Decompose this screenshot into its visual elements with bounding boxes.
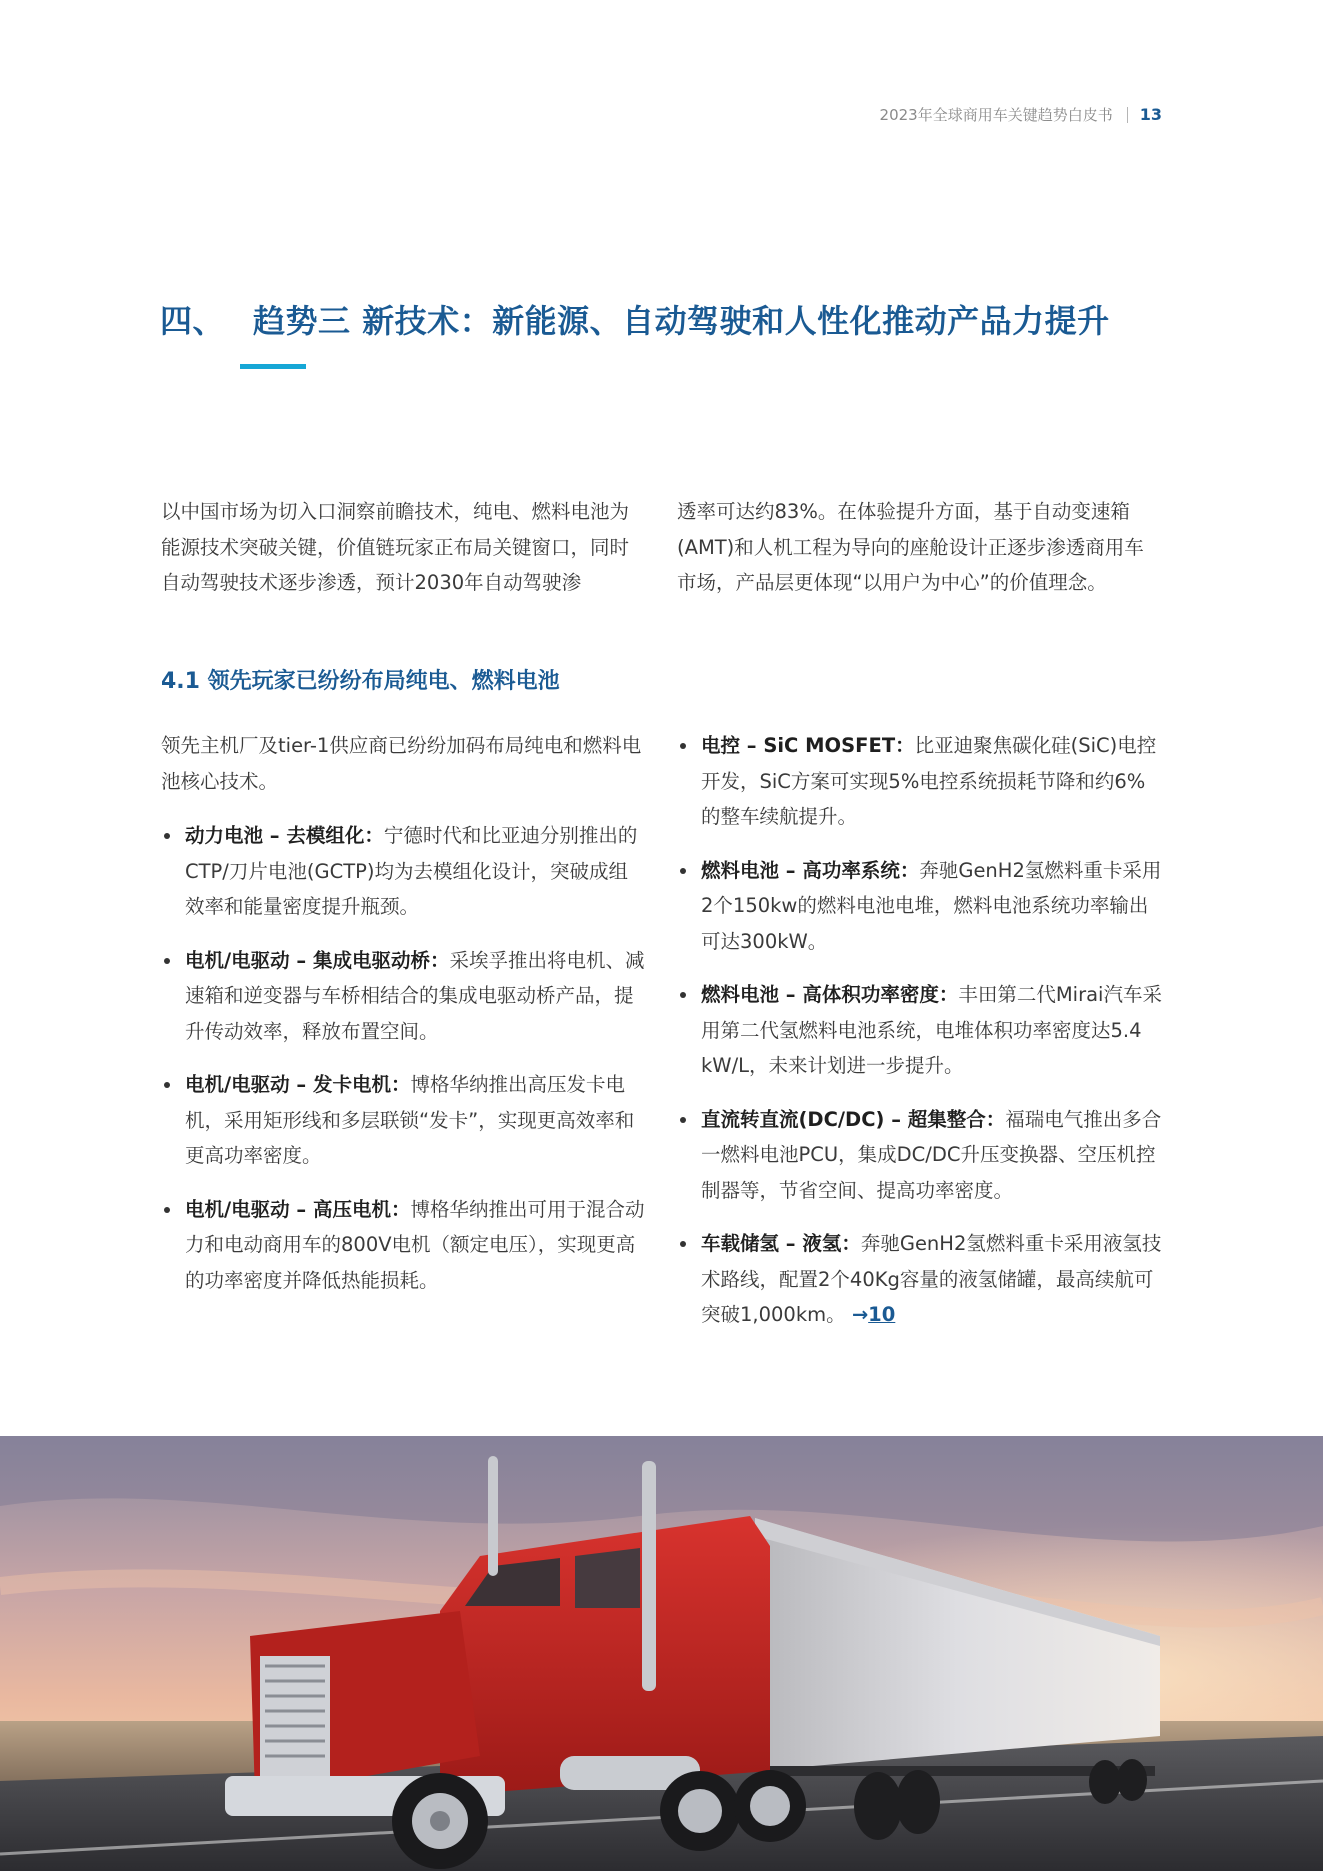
title-underline [240, 364, 306, 369]
bullet-dot [164, 1207, 170, 1213]
bullet-text: 宁德时代和比亚迪分别推出的CTP/刀片电池(GCTP)均为去模组化设计，突破成组效率和能量密度提升瓶颈。 [185, 824, 638, 918]
bullet-dot [164, 1082, 170, 1088]
bullet-list-left [161, 818, 647, 1316]
list-item [161, 1067, 647, 1174]
list-item [677, 977, 1163, 1084]
bullet-term: 电机/电驱动 – 高压电机： [185, 1197, 411, 1221]
lead-paragraph: 领先主机厂及tier-1供应商已纷纷加码布局纯电和燃料电池核心技术。 [161, 734, 642, 793]
bullet-term: 电控 – SiC MOSFET： [701, 734, 915, 757]
bullet-text: 福瑞电气推出多合一燃料电池PCU，集成DC/DC升压变换器、空压机控制器等，节省空间、提高功率密度。 [701, 1107, 1162, 1202]
list-item [677, 1226, 1163, 1333]
intro-left: 以中国市场为切入口洞察前瞻技术，纯电、燃料电池为能源技术突破关键，价值链玩家正布局关键窗口，同时自动驾驶技术逐步渗透，预计2030年自动驾驶渗 [161, 500, 630, 594]
bullet-text: 比亚迪聚焦碳化硅(SiC)电控开发，SiC方案可实现5%电控系统损耗节降和约6%的整车续航提升。 [701, 734, 1157, 828]
bullet-dot [164, 833, 170, 839]
bullet-term: 车载储氢 – 液氢： [701, 1232, 861, 1255]
bullet-dot [680, 743, 686, 749]
list-item [677, 1102, 1163, 1209]
bullet-text: 博格华纳推出高压发卡电机，采用矩形线和多层联锁“发卡”，实现更高效率和更高功率密度。 [185, 1073, 635, 1167]
list-item [161, 818, 647, 925]
list-item [161, 1192, 647, 1299]
list-item [677, 853, 1163, 960]
bullet-dot [680, 1117, 686, 1123]
section-title [160, 296, 1110, 342]
page-number: 13 [1139, 105, 1162, 124]
subsection-title: 4.1 领先玩家已纷纷布局纯电、燃料电池 [161, 669, 560, 694]
doc-title: 2023年全球商用车关键趋势白皮书 [879, 106, 1113, 124]
bullet-dot [680, 1241, 686, 1247]
bullet-text: 奔驰GenH2氢燃料重卡采用液氢技术路线，配置2个40Kg容量的液氢储罐，最高续航可突破1,000km。 [701, 1232, 1162, 1326]
section-title-text: 趋势三 新技术：新能源、自动驾驶和人性化推动产品力提升 [253, 302, 1110, 340]
truck-photo [0, 1436, 1323, 1871]
reference-arrow-icon: → [851, 1303, 869, 1326]
bullet-list-right [677, 728, 1163, 1351]
bullet-term: 直流转直流(DC/DC) – 超集整合： [701, 1107, 1006, 1131]
bullet-text: 采埃孚推出将电机、减速箱和逆变器与车桥相结合的集成电驱动桥产品，提升传动效率，释放布置空间。 [185, 948, 645, 1043]
bullet-text: 博格华纳推出可用于混合动力和电动商用车的800V电机（额定电压），实现更高的功率密度并降低热能损耗。 [185, 1197, 645, 1292]
bullet-text: 奔驰GenH2氢燃料重卡采用2个150kw的燃料电池电堆，燃料电池系统功率输出可达300kW。 [701, 858, 1162, 953]
intro-right: 透率可达约83%。在体验提升方面，基于自动变速箱(AMT)和人机工程为导向的座舱设计正逐步渗透商用车市场，产品层更体现“以用户为中心”的价值理念。 [677, 500, 1144, 594]
bullet-term: 动力电池 – 去模组化： [185, 824, 384, 847]
list-item [161, 943, 647, 1050]
list-item [677, 728, 1163, 835]
bullet-term: 电机/电驱动 – 发卡电机： [185, 1073, 411, 1096]
bullet-term: 燃料电池 – 高功率系统： [701, 858, 920, 882]
bullet-text: 丰田第二代Mirai汽车采用第二代氢燃料电池系统，电堆体积功率密度达5.4 kW/L，未来计划进一步提升。 [701, 983, 1162, 1077]
reference-link[interactable]: 10 [868, 1303, 896, 1326]
section-number: 四、 [160, 302, 226, 340]
header-divider [1127, 107, 1128, 123]
truck-illustration [0, 1436, 1323, 1871]
page-header [880, 104, 1162, 125]
bullet-dot [680, 992, 686, 998]
bullet-term: 燃料电池 – 高体积功率密度： [701, 983, 959, 1006]
bullet-dot [164, 958, 170, 964]
bullet-term: 电机/电驱动 – 集成电驱动桥： [185, 948, 450, 972]
bullet-dot [680, 868, 686, 874]
